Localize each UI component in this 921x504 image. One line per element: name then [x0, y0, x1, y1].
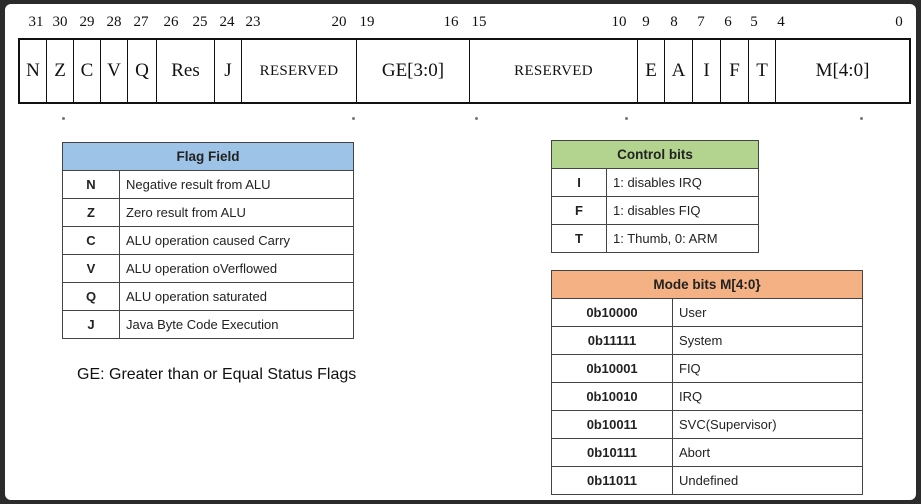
flag-letter: J	[63, 311, 120, 339]
flag-letter: Z	[63, 199, 120, 227]
field-mode: M[4:0]	[815, 60, 870, 81]
bit-number: 10	[611, 14, 627, 30]
flag-letter: Q	[63, 283, 120, 311]
field-c: C	[74, 40, 101, 102]
field-e: E	[638, 40, 665, 102]
table-row	[552, 225, 759, 253]
mode-name: FIQ	[673, 355, 863, 383]
bit-number: 5	[750, 14, 758, 30]
table-row	[552, 411, 863, 439]
flag-table-title: Flag Field	[63, 143, 354, 171]
field-v: V	[101, 40, 128, 102]
mode-name: User	[673, 299, 863, 327]
control-bit: T	[552, 225, 607, 253]
field-res: Res	[157, 40, 215, 102]
table-row	[63, 199, 354, 227]
field-q: Q	[128, 40, 157, 102]
bit-number: 23	[245, 14, 261, 30]
flag-desc: Java Byte Code Execution	[120, 311, 354, 339]
flag-letter: C	[63, 227, 120, 255]
table-row	[552, 197, 759, 225]
bit-number: 31	[28, 14, 44, 30]
decor-dot	[352, 117, 355, 120]
field-f: F	[721, 40, 749, 102]
table-row	[63, 255, 354, 283]
field-z: Z	[47, 40, 74, 102]
mode-code: 0b10111	[552, 439, 673, 467]
mode-table-title: Mode bits M[4:0}	[552, 271, 863, 299]
flag-desc: Negative result from ALU	[120, 171, 354, 199]
diagram-canvas	[5, 4, 916, 500]
bit-number: 28	[106, 14, 122, 30]
table-row	[63, 283, 354, 311]
field-t: T	[749, 40, 776, 102]
table-row	[63, 311, 354, 339]
bit-number: 15	[471, 14, 487, 30]
mode-code: 0b10011	[552, 411, 673, 439]
bit-number: 16	[443, 14, 459, 30]
control-table-title: Control bits	[552, 141, 759, 169]
flag-letter: V	[63, 255, 120, 283]
control-desc: 1: disables IRQ	[607, 169, 759, 197]
mode-name: Undefined	[673, 467, 863, 495]
table-row	[63, 171, 354, 199]
control-bits-table	[551, 140, 759, 253]
table-row	[552, 383, 863, 411]
control-bit: F	[552, 197, 607, 225]
ge-note: GE: Greater than or Equal Status Flags	[77, 366, 357, 383]
bit-number: 19	[359, 14, 375, 30]
control-desc: 1: disables FIQ	[607, 197, 759, 225]
table-row	[552, 467, 863, 495]
bit-number: 7	[697, 14, 705, 30]
table-row	[552, 299, 863, 327]
cpsr-register	[18, 38, 911, 104]
mode-code: 0b10000	[552, 299, 673, 327]
control-desc: 1: Thumb, 0: ARM	[607, 225, 759, 253]
mode-code: 0b11111	[552, 327, 673, 355]
decor-dot	[62, 117, 65, 120]
bit-number: 9	[642, 14, 650, 30]
bit-number: 4	[777, 14, 785, 30]
mode-name: Abort	[673, 439, 863, 467]
flag-desc: ALU operation oVerflowed	[120, 255, 354, 283]
mode-name: System	[673, 327, 863, 355]
field-i: I	[693, 40, 721, 102]
bit-number: 6	[724, 14, 732, 30]
bit-number: 27	[133, 14, 149, 30]
field-ge: GE[3:0]	[357, 40, 470, 102]
bit-number: 20	[331, 14, 347, 30]
table-row	[552, 439, 863, 467]
mode-code: 0b10010	[552, 383, 673, 411]
field-reserved-lower: RESERVED	[470, 40, 638, 102]
flag-desc: ALU operation saturated	[120, 283, 354, 311]
field-n: N	[20, 40, 47, 102]
bit-number: 30	[52, 14, 68, 30]
bit-number: 0	[895, 14, 903, 30]
decor-dot	[475, 117, 478, 120]
flag-field-table	[62, 142, 354, 339]
control-bit: I	[552, 169, 607, 197]
bit-number: 8	[670, 14, 678, 30]
bit-number: 25	[192, 14, 208, 30]
field-a: A	[665, 40, 693, 102]
mode-code: 0b10001	[552, 355, 673, 383]
bit-number: 24	[219, 14, 235, 30]
flag-desc: ALU operation caused Carry	[120, 227, 354, 255]
field-j: J	[215, 40, 242, 102]
bit-number: 29	[79, 14, 95, 30]
mode-code: 0b11011	[552, 467, 673, 495]
flag-desc: Zero result from ALU	[120, 199, 354, 227]
table-row	[552, 355, 863, 383]
mode-bits-table	[551, 270, 863, 495]
mode-name: SVC(Supervisor)	[673, 411, 863, 439]
table-row	[63, 227, 354, 255]
mode-name: IRQ	[673, 383, 863, 411]
flag-letter: N	[63, 171, 120, 199]
field-reserved-upper: RESERVED	[242, 40, 357, 102]
decor-dot	[625, 117, 628, 120]
bit-number: 26	[163, 14, 179, 30]
table-row	[552, 169, 759, 197]
decor-dot	[860, 117, 863, 120]
table-row	[552, 327, 863, 355]
